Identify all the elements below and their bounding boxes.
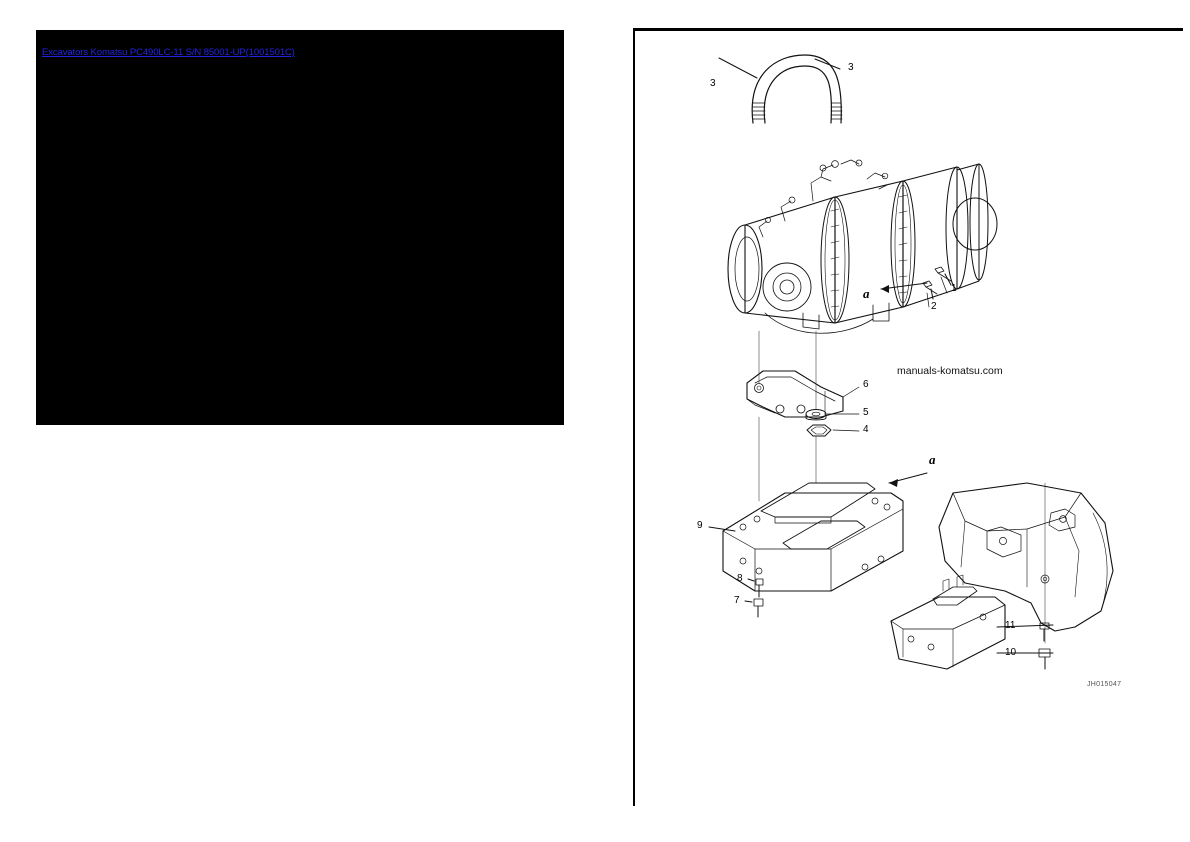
section-label-a-lower: a — [929, 452, 936, 467]
callout-5: 5 — [863, 407, 869, 418]
preview-panel — [36, 30, 564, 425]
mount-bracket-6 — [747, 371, 843, 417]
callout-3-left: 3 — [710, 78, 716, 89]
section-arrow-upper — [881, 283, 927, 293]
callout-4: 4 — [863, 424, 869, 435]
parts-diagram-panel — [633, 28, 1183, 806]
callout-1: 1 — [951, 283, 957, 294]
callout-3-right: 3 — [848, 62, 854, 73]
washer-5 — [806, 410, 826, 420]
callout-7: 7 — [734, 595, 740, 606]
callout-6: 6 — [863, 379, 869, 390]
aftertreatment-device — [728, 160, 997, 333]
callout-8: 8 — [737, 573, 743, 584]
callout-9: 9 — [697, 520, 703, 531]
figure-code: JH015047 — [1087, 681, 1122, 688]
section-arrow-lower — [889, 473, 927, 487]
nut-4 — [807, 425, 831, 436]
section-label-a-upper: a — [863, 286, 870, 301]
callout-11: 11 — [1005, 620, 1016, 631]
callout-2: 2 — [931, 301, 937, 312]
watermark-text: manuals-komatsu.com — [897, 365, 1003, 377]
chassis-frame — [891, 483, 1113, 669]
parts-diagram-illustration — [635, 31, 1183, 806]
callout-10: 10 — [1005, 647, 1017, 658]
breadcrumb-link[interactable]: Excavators Komatsu PC490LC-11 S/N 85001-UP(1001501C) — [42, 47, 295, 58]
hose-assembly — [719, 55, 842, 123]
bolt-7-washer-8 — [745, 579, 763, 617]
